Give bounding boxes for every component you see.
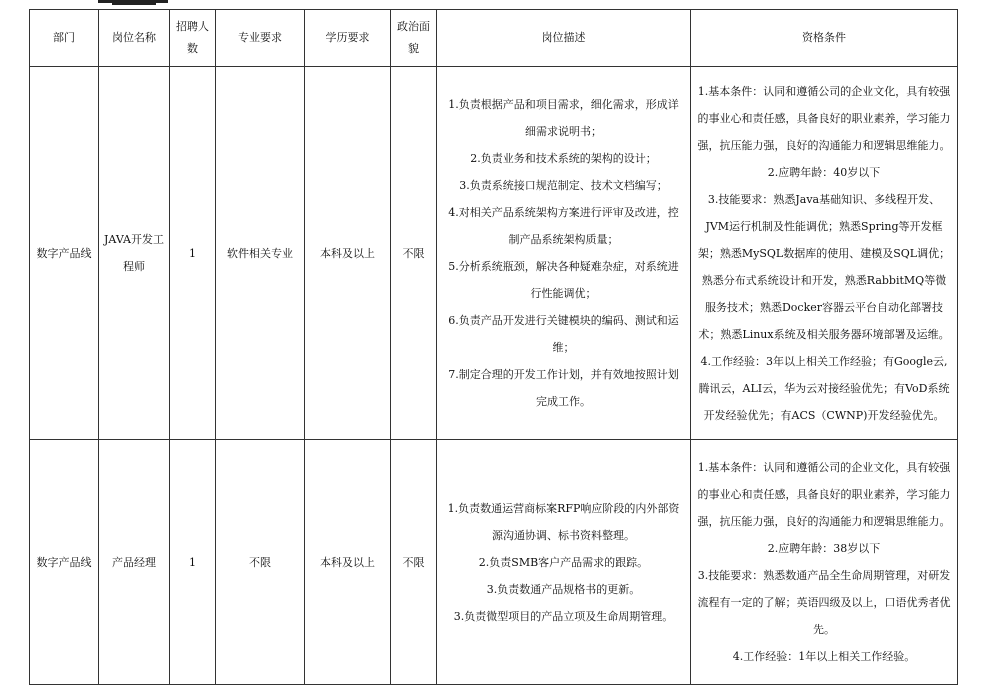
cell-department: 数字产品线: [30, 440, 99, 685]
cell-political: 不限: [391, 67, 437, 440]
description-line: 3.负责数通产品规格书的更新。: [486, 582, 641, 596]
qualification-line: 1.基本条件：认同和遵循公司的企业文化，具有较强的事业心和责任感，具备良好的职业素养，学习能力强，抗压能力强，良好的沟通能力和逻辑思维能力。: [697, 461, 951, 528]
header-qualifications: 资格条件: [691, 10, 958, 67]
cell-education: 本科及以上: [305, 440, 391, 685]
qualification-line: 4.工作经验：1年以上相关工作经验。: [732, 650, 916, 663]
cell-description: [437, 440, 691, 685]
qualification-line: 4.工作经验：3年以上相关工作经验；有Google云,腾讯云，ALI云，华为云对接经验优先；有VoD系统开发经验优先；有ACS（CWNP)开发经验优先。: [698, 354, 950, 422]
cell-count: 1: [170, 440, 216, 685]
qualification-line: 3.技能要求：熟悉Java基础知识、多线程开发、JVM运行机制及性能调优；熟悉Spring等开发框架；熟悉MySQL数据库的使用、建模及SQL调优；熟悉分布式系统设计和开发，熟悉RabbitMQ等微服务技术；熟悉Docker容器云平台自动化部署技术；熟悉Linux系统及相关服务器环境部署及运维。: [697, 192, 951, 341]
description-line: 3.负责系统接口规范制定、技术文档编写；: [459, 179, 668, 192]
header-major: 专业要求: [216, 10, 305, 67]
description-line: 1.负责根据产品和项目需求，细化需求，形成详细需求说明书；: [448, 98, 679, 138]
header-department: 部门: [30, 10, 99, 67]
header-remnant-2: [112, 0, 156, 5]
header-count: 招聘人数: [170, 10, 216, 67]
cell-major: 软件相关专业: [216, 67, 305, 440]
header-political: 政治面貌: [391, 10, 437, 67]
cell-count: 1: [170, 67, 216, 440]
cell-position: 产品经理: [99, 440, 170, 685]
header-description: 岗位描述: [437, 10, 691, 67]
cell-qualifications: [691, 440, 958, 685]
qualification-line: 2.应聘年龄：40岁以下: [767, 165, 881, 179]
cell-education: 本科及以上: [305, 67, 391, 440]
header-position: 岗位名称: [99, 10, 170, 67]
job-table: [29, 9, 958, 685]
description-line: 5.分析系统瓶颈，解决各种疑难杂症，对系统进行性能调优；: [448, 260, 679, 300]
cell-department: 数字产品线: [30, 67, 99, 440]
description-line: 3.负责微型项目的产品立项及生命周期管理。: [453, 609, 674, 623]
description-line: 2.负责业务和技术系统的架构的设计；: [470, 152, 657, 165]
cell-major: 不限: [216, 440, 305, 685]
table-row: [30, 440, 958, 685]
description-line: 6.负责产品开发进行关键模块的编码、测试和运维；: [448, 314, 679, 354]
cell-qualifications: [691, 67, 958, 440]
qualification-line: 1.基本条件：认同和遵循公司的企业文化，具有较强的事业心和责任感，具备良好的职业素养，学习能力强，抗压能力强，良好的沟通能力和逻辑思维能力。: [697, 84, 951, 152]
cell-description: [437, 67, 691, 440]
description-line: 7.制定合理的开发工作计划，并有效地按照计划完成工作。: [448, 368, 679, 408]
header-row: [30, 10, 958, 67]
description-line: 2.负责SMB客户产品需求的跟踪。: [478, 555, 649, 569]
header-education: 学历要求: [305, 10, 391, 67]
table-row: [30, 67, 958, 440]
description-line: 1.负责数通运营商标案RFP响应阶段的内外部资源沟通协调、标书资料整理。: [447, 501, 680, 542]
cell-position: JAVA开发工程师: [99, 67, 170, 440]
qualification-line: 3.技能要求：熟悉数通产品全生命周期管理，对研发流程有一定的了解；英语四级及以上，口语优秀者优先。: [697, 569, 951, 636]
qualification-line: 2.应聘年龄：38岁以下: [767, 542, 881, 555]
cell-political: 不限: [391, 440, 437, 685]
description-line: 4.对相关产品系统架构方案进行评审及改进，控制产品系统架构质量；: [448, 206, 679, 246]
